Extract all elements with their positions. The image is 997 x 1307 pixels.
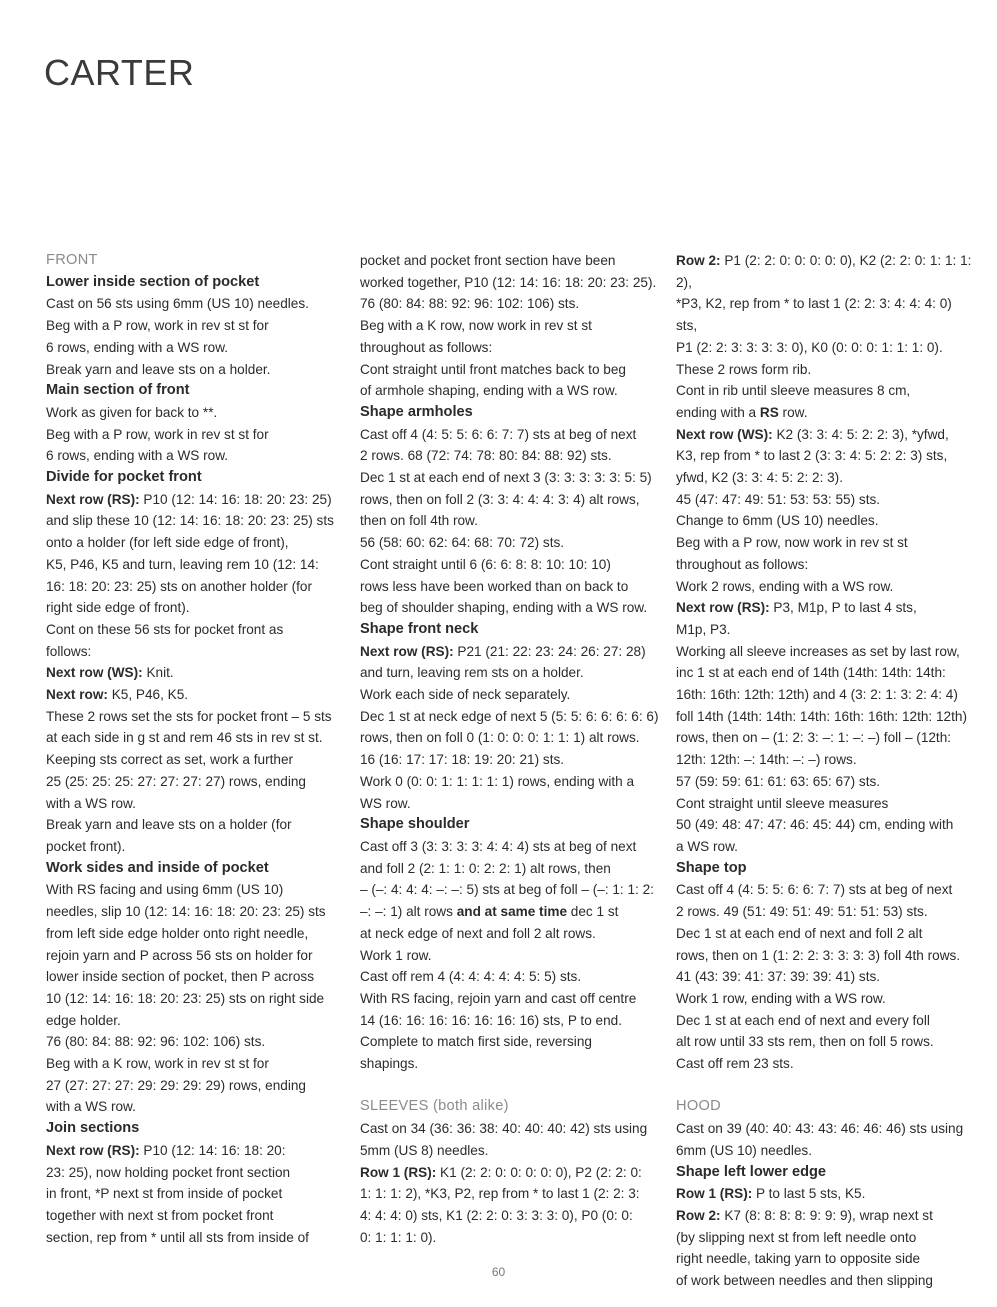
line-text: P10 (12: 14: 16: 18: 20: [139,1142,286,1158]
instruction-line [46,1227,346,1249]
line-text: 76 (80: 84: 88: 92: 96: 102: 106) sts. [360,296,580,312]
line-text: K5, P46, K5 and turn, leaving rem 10 (12: 14: [46,556,319,572]
instruction-line [360,1227,660,1249]
instruction-line [360,467,660,489]
instruction-line [676,749,976,771]
line-text: Working all sleeve increases as set by last row, [676,643,960,659]
line-text: Work 1 row. [360,947,432,963]
line-text: ending with a [676,404,760,420]
line-text: 2 rows. 49 (51: 49: 51: 49: 51: 51: 53) sts. [676,904,928,920]
line-text: 41 (43: 39: 41: 37: 39: 39: 41) sts. [676,969,881,985]
instruction-line [676,359,976,381]
instruction-line [676,684,976,706]
instruction-line [676,554,976,576]
line-text: with a WS row. [46,1099,136,1115]
subheading [360,619,660,641]
line-text: –: –: 1) alt rows [360,904,457,920]
instruction-line [360,1031,660,1053]
instruction-line [676,901,976,923]
line-text: P1 (2: 2: 3: 3: 3: 3: 0), K0 (0: 0: 0: 1: 1: 1: 0). [676,339,943,355]
line-text: Cast off 4 (4: 5: 5: 6: 6: 7: 7) sts at beg of next [676,882,953,898]
instruction-line [46,966,346,988]
instruction-line [360,988,660,1010]
spacer [676,1075,976,1097]
subheading [46,380,346,402]
line-text: a WS row. [676,838,738,854]
subheading [360,814,660,836]
instruction-line [360,1183,660,1205]
instruction-line [46,445,346,467]
instruction-line [360,727,660,749]
line-text: then on foll 4th row. [360,513,478,529]
instruction-line [46,945,346,967]
instruction-line [46,814,346,836]
line-text: These 2 rows set the sts for pocket front – 5 sts [46,708,332,724]
instruction-line [360,337,660,359]
instruction-line [676,1205,976,1227]
instruction-line [46,1140,346,1162]
line-text: 0: 1: 1: 1: 0). [360,1229,437,1245]
line-text: Break yarn and leave sts on a holder (for [46,817,292,833]
line-text: right needle, taking yarn to opposite side [676,1251,921,1267]
line-text: Change to 6mm (US 10) needles. [676,513,879,529]
line-text: Cast off 4 (4: 5: 5: 6: 6: 7: 7) sts at beg of next [360,426,637,442]
line-text: M1p, P3. [676,621,731,637]
instruction-line [676,771,976,793]
line-text: foll 14th (14th: 14th: 14th: 16th: 16th: 12th: 12th) [676,708,967,724]
instruction-line [676,597,976,619]
instruction-line [46,337,346,359]
instruction-line [676,1227,976,1249]
instruction-line [676,727,976,749]
line-text: 16th: 16th: 12th: 12th) and 4 (3: 2: 1: 3: 2: 4: 4) [676,687,958,703]
instruction-line [360,966,660,988]
instruction-line [360,836,660,858]
line-text: Work 1 row, ending with a WS row. [676,990,886,1006]
instruction-line [46,554,346,576]
line-text: from left side edge holder onto right needle, [46,925,309,941]
line-text: 16 (16: 17: 17: 18: 19: 20: 21) sts. [360,752,565,768]
instruction-line [360,1205,660,1227]
line-text: Dec 1 st at each end of next and foll 2 alt [676,925,923,941]
instruction-line [676,814,976,836]
line-text: Beg with a P row, now work in rev st st [676,535,908,551]
instruction-line [676,662,976,684]
line-text: WS row. [360,795,411,811]
line-text: together with next st from pocket front [46,1207,274,1223]
row-label: Row 1 (RS): [676,1186,753,1202]
instruction-line [676,988,976,1010]
line-text: of armhole shaping, ending with a WS row. [360,383,618,399]
line-text: HOOD [676,1098,721,1115]
column-middle [360,250,660,1248]
instruction-line [46,749,346,771]
line-text: 56 (58: 60: 62: 64: 68: 70: 72) sts. [360,535,565,551]
instruction-line [46,424,346,446]
line-text: inc 1 st at each end of 14th (14th: 14th: 14th: [676,665,946,681]
line-text: 25 (25: 25: 25: 27: 27: 27: 27) rows, ending [46,773,306,789]
instruction-line [46,706,346,728]
instruction-line [676,836,976,858]
line-text: Cast on 34 (36: 36: 38: 40: 40: 40: 42) sts using [360,1121,648,1137]
line-text: Cast on 39 (40: 40: 43: 43: 46: 46: 46) sts using [676,1121,964,1137]
line-text: rows less have been worked than on back to [360,578,629,594]
column-right [676,250,976,1292]
row-label: Row 2: [676,1207,721,1223]
line-text: 16: 18: 20: 23: 25) sts on another holder (for [46,578,313,594]
instruction-line [360,1162,660,1184]
subheading [46,1118,346,1140]
line-text: needles, slip 10 (12: 14: 16: 18: 20: 23: 25) sts [46,904,326,920]
instruction-line [46,359,346,381]
instruction-line [676,1053,976,1075]
line-text: rows, then on foll 0 (1: 0: 0: 0: 1: 1: 1) alt rows. [360,730,640,746]
instruction-line [676,250,976,293]
row-label: Next row (RS): [360,643,454,659]
line-text: K5, P46, K5. [107,687,189,703]
line-text: 12th: 12th: –: 14th: –: –) rows. [676,752,857,768]
line-text: alt row until 33 sts rem, then on foll 5 rows. [676,1034,934,1050]
row-label: Next row: [46,687,108,703]
line-text: right side edge of front). [46,600,190,616]
line-text: Shape top [676,859,747,876]
line-text: 10 (12: 14: 16: 18: 20: 23: 25) sts on right side [46,990,325,1006]
instruction-line [46,1075,346,1097]
instruction-line [360,576,660,598]
instruction-line [46,923,346,945]
line-text: yfwd, K2 (3: 3: 4: 5: 2: 2: 3). [676,470,843,486]
row-label: Next row (WS): [46,665,143,681]
instruction-line [46,1162,346,1184]
instruction-line [46,836,346,858]
instruction-line [360,945,660,967]
line-text: *P3, K2, rep from * to last 1 (2: 2: 3: 4: 4: 4: 0) sts, [676,296,952,334]
instruction-line [360,858,660,880]
line-text: 14 (16: 16: 16: 16: 16: 16: 16) sts, P to end. [360,1012,622,1028]
instruction-line [360,662,660,684]
instruction-line [360,879,660,901]
emphasis-text: and at same time [456,904,568,920]
instruction-line [46,489,346,511]
line-text: Shape left lower edge [676,1163,827,1180]
line-text: follows: [46,643,92,659]
instruction-line [360,597,660,619]
instruction-line [360,1053,660,1075]
line-text: Cont straight until front matches back to beg [360,361,626,377]
line-text: 5mm (US 8) needles. [360,1142,489,1158]
instruction-line [360,554,660,576]
line-text: Join sections [46,1120,140,1137]
instruction-line [360,706,660,728]
section-heading [360,1096,660,1118]
instruction-line [360,923,660,945]
line-text: Shape front neck [360,620,479,637]
line-text: row. [778,404,808,420]
instruction-line [676,706,976,728]
instruction-line [46,901,346,923]
instruction-line [360,424,660,446]
instruction-line [360,532,660,554]
instruction-line [46,1096,346,1118]
line-text: P10 (12: 14: 16: 18: 20: 23: 25) [139,491,332,507]
instruction-line [676,945,976,967]
line-text: Break yarn and leave sts on a holder. [46,361,271,377]
line-text: FRONT [46,252,98,268]
line-text: – (–: 4: 4: 4: –: –: 5) sts at beg of foll – (–: 1: 1: 2: [360,882,654,898]
instruction-line [676,467,976,489]
instruction-line [360,901,660,923]
line-text: Knit. [142,665,174,681]
line-text: 6 rows, ending with a WS row. [46,448,229,464]
instruction-line [360,1140,660,1162]
line-text: rows, then on – (1: 2: 3: –: 1: –: –) foll – (12th: [676,730,952,746]
instruction-line [676,402,976,424]
row-label: Next row (WS): [676,426,773,442]
line-text: pocket front). [46,838,126,854]
instruction-line [676,576,976,598]
line-text: rejoin yarn and P across 56 sts on holder for [46,947,313,963]
line-text: K7 (8: 8: 8: 8: 9: 9: 9), wrap next st [720,1207,933,1223]
instruction-line [360,250,660,272]
instruction-line [46,597,346,619]
page-number: 60 [491,1265,506,1279]
instruction-line [46,641,346,663]
instruction-line [46,771,346,793]
instruction-line [676,380,976,402]
instruction-line [46,727,346,749]
line-text: Shape shoulder [360,816,470,833]
instruction-line [46,662,346,684]
section-heading [46,250,346,272]
instruction-line [46,532,346,554]
line-text: Cont in rib until sleeve measures 8 cm, [676,383,911,399]
line-text: at each side in g st and rem 46 sts in rev st st. [46,730,323,746]
pattern-title: CARTER [44,52,195,93]
line-text: lower inside section of pocket, then P across [46,969,314,985]
instruction-line [676,1118,976,1140]
line-text: rows, then on foll 2 (3: 3: 4: 4: 4: 3: 4) alt rows, [360,491,640,507]
line-text: These 2 rows form rib. [676,361,812,377]
line-text: With RS facing, rejoin yarn and cast off centre [360,990,637,1006]
line-text: at neck edge of next and foll 2 alt rows. [360,925,596,941]
instruction-line [676,489,976,511]
line-text: beg of shoulder shaping, ending with a WS row. [360,600,648,616]
instruction-line [46,510,346,532]
instruction-line [46,879,346,901]
line-text: section, rep from * until all sts from inside of [46,1229,309,1245]
line-text: Dec 1 st at each end of next 3 (3: 3: 3: 3: 3: 5: 5) [360,470,652,486]
line-text: Dec 1 st at each end of next and every foll [676,1012,930,1028]
line-text: P3, M1p, P to last 4 sts, [769,600,917,616]
instruction-line [676,879,976,901]
line-text: With RS facing and using 6mm (US 10) [46,882,284,898]
line-text: 4: 4: 4: 0) sts, K1 (2: 2: 0: 3: 3: 3: 0), P0 (0: 0: [360,1207,633,1223]
subheading [46,858,346,880]
line-text: P to last 5 sts, K5. [752,1186,866,1202]
line-text: 6mm (US 10) needles. [676,1142,812,1158]
instruction-line [360,489,660,511]
instruction-line [676,445,976,467]
line-text: K1 (2: 2: 0: 0: 0: 0: 0), P2 (2: 2: 0: [436,1164,642,1180]
line-text: Work sides and inside of pocket [46,859,269,876]
instruction-line [360,445,660,467]
instruction-line [676,1183,976,1205]
line-text: in front, *P next st from inside of pocket [46,1186,283,1202]
line-text: 2 rows. 68 (72: 74: 78: 80: 84: 88: 92) sts. [360,448,612,464]
instruction-line [676,337,976,359]
instruction-line [360,380,660,402]
line-text: 57 (59: 59: 61: 61: 63: 65: 67) sts. [676,773,881,789]
line-text: Cast on 56 sts using 6mm (US 10) needles. [46,296,309,312]
spacer [360,1075,660,1097]
row-label: Next row (RS): [676,600,770,616]
line-text: throughout as follows: [676,556,809,572]
line-text: dec 1 st [567,904,619,920]
instruction-line [46,1031,346,1053]
instruction-line [676,424,976,446]
line-text: and foll 2 (2: 1: 1: 0: 2: 2: 1) alt rows, then [360,860,611,876]
instruction-line [46,1205,346,1227]
subheading [46,467,346,489]
line-text: Keeping sts correct as set, work a further [46,752,294,768]
instruction-line [46,1010,346,1032]
line-text: Cast off rem 4 (4: 4: 4: 4: 4: 5: 5) sts. [360,969,582,985]
instruction-line [46,293,346,315]
line-text: Work each side of neck separately. [360,687,571,703]
instruction-line [46,402,346,424]
instruction-line [360,359,660,381]
line-text: throughout as follows: [360,339,493,355]
line-text: Work 2 rows, ending with a WS row. [676,578,894,594]
line-text: P21 (21: 22: 23: 24: 26: 27: 28) [453,643,646,659]
line-text: K2 (3: 3: 4: 5: 2: 2: 3), *yfwd, [772,426,949,442]
section-heading [676,1096,976,1118]
instruction-line [46,793,346,815]
row-label: Row 1 (RS): [360,1164,437,1180]
instruction-line [676,1010,976,1032]
line-text: Work as given for back to **. [46,404,218,420]
line-text: shapings. [360,1056,419,1072]
instruction-line [46,619,346,641]
line-text: P1 (2: 2: 0: 0: 0: 0: 0), K2 (2: 2: 0: 1: 1: 1: 2), [676,253,972,290]
line-text: Complete to match first side, reversing [360,1034,592,1050]
line-text: pocket and pocket front section have been [360,253,616,268]
instruction-line [360,1118,660,1140]
line-text: rows, then on 1 (1: 2: 2: 3: 3: 3: 3) foll 4th rows. [676,947,961,963]
line-text: 6 rows, ending with a WS row. [46,339,229,355]
line-text: and turn, leaving rem sts on a holder. [360,665,584,681]
instruction-line [676,641,976,663]
instruction-line [360,793,660,815]
instruction-line [360,293,660,315]
line-text: worked together, P10 (12: 14: 16: 18: 20: 23: 25). [360,274,657,290]
line-text: K3, rep from * to last 2 (3: 3: 4: 5: 2: 2: 3) sts, [676,448,948,464]
line-text: Beg with a K row, work in rev st st for [46,1056,269,1072]
instruction-line [360,510,660,532]
instruction-line [360,315,660,337]
line-text: Shape armholes [360,403,473,420]
line-text: SLEEVES (both alike) [360,1098,509,1115]
line-text: Work 0 (0: 0: 1: 1: 1: 1: 1) rows, ending with a [360,773,635,789]
subheading [360,402,660,424]
instruction-line [360,771,660,793]
instruction-line [676,293,976,336]
line-text: Beg with a P row, work in rev st st for [46,318,269,334]
line-text: 50 (49: 48: 47: 47: 46: 45: 44) cm, ending with [676,817,954,833]
line-text: Beg with a P row, work in rev st st for [46,426,269,442]
subheading [676,1162,976,1184]
line-text: 27 (27: 27: 27: 29: 29: 29: 29) rows, ending [46,1077,306,1093]
line-text: Cast off rem 23 sts. [676,1056,794,1072]
subheading [676,858,976,880]
column-left [46,250,346,1248]
line-text: Main section of front [46,382,190,399]
line-text: Cont on these 56 sts for pocket front as [46,621,284,637]
instruction-line [676,1031,976,1053]
line-text: Cont straight until sleeve measures [676,795,889,811]
line-text: with a WS row. [46,795,136,811]
instruction-line [360,1010,660,1032]
line-text: 1: 1: 1: 2), *K3, P2, rep from * to last 1 (2: 2: 3: [360,1186,640,1202]
subheading [46,272,346,294]
line-text: Lower inside section of pocket [46,273,260,290]
line-text: edge holder. [46,1012,121,1028]
line-text: Cast off 3 (3: 3: 3: 3: 4: 4: 4) sts at beg of next [360,838,637,854]
instruction-line [676,532,976,554]
line-text: of work between needles and then slipping [676,1273,933,1289]
instruction-line [676,1140,976,1162]
instruction-line [360,641,660,663]
instruction-line [676,510,976,532]
row-label: Next row (RS): [46,491,140,507]
row-label: Row 2: [676,253,721,268]
instruction-line [46,684,346,706]
emphasis-text: RS [759,404,779,420]
instruction-line [360,684,660,706]
instruction-line [676,619,976,641]
line-text: Beg with a K row, now work in rev st st [360,318,592,334]
instruction-line [676,793,976,815]
line-text: 23: 25), now holding pocket front section [46,1164,291,1180]
instruction-line [46,1183,346,1205]
row-label: Next row (RS): [46,1142,140,1158]
instruction-line [46,1053,346,1075]
line-text: (by slipping next st from left needle onto [676,1229,917,1245]
instruction-line [46,315,346,337]
instruction-line [676,923,976,945]
line-text: Divide for pocket front [46,469,202,486]
line-text: and slip these 10 (12: 14: 16: 18: 20: 23: 25) sts [46,513,334,529]
instruction-line [360,749,660,771]
line-text: 76 (80: 84: 88: 92: 96: 102: 106) sts. [46,1034,266,1050]
line-text: Cont straight until 6 (6: 6: 8: 8: 10: 10: 10) [360,556,611,572]
line-text: 45 (47: 47: 49: 51: 53: 53: 55) sts. [676,491,881,507]
instruction-line [46,576,346,598]
instruction-line [360,272,660,294]
line-text: Dec 1 st at neck edge of next 5 (5: 5: 6: 6: 6: 6: 6) [360,708,659,724]
line-text: onto a holder (for left side edge of front), [46,535,289,551]
instruction-line [676,966,976,988]
instruction-line [46,988,346,1010]
